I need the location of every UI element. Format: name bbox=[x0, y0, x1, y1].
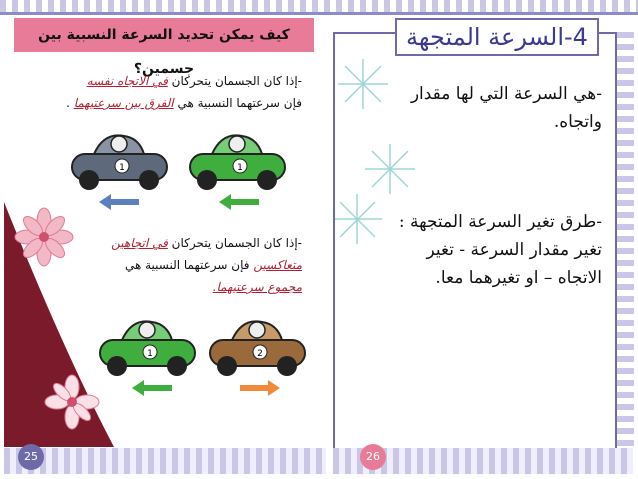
case2-paragraph bbox=[72, 232, 302, 298]
car-icon bbox=[202, 310, 312, 380]
case1-suffix: . bbox=[66, 96, 74, 110]
case2-emphasis-3: مجموع سرعتيهما. bbox=[212, 280, 302, 294]
car-number: 1 bbox=[119, 163, 125, 173]
definition-line-2: واتجاه. bbox=[553, 112, 602, 132]
car-icon bbox=[92, 310, 202, 380]
car-number: 2 bbox=[257, 349, 263, 359]
left-page-header: كيف يمكن تحديد السرعة النسبية بين جسمين؟ bbox=[14, 18, 314, 52]
right-page-title: 4-السرعة المتجهة bbox=[395, 18, 599, 56]
case2-text: -إذا كان الجسمان يتحركان bbox=[167, 236, 302, 250]
definition-line-1: -هي السرعة التي لها مقدار bbox=[410, 84, 602, 104]
top-decorative-strip bbox=[0, 0, 638, 12]
arrow-icon bbox=[99, 194, 139, 210]
definition-paragraph bbox=[362, 80, 602, 136]
flower-icon bbox=[44, 374, 100, 430]
case2-line2 bbox=[72, 254, 302, 276]
case2-emphasis: في اتجاهين bbox=[111, 236, 168, 250]
ways-line-1: -طرق تغير السرعة المتجهة : bbox=[398, 212, 602, 232]
case2-text-2: فإن سرعتهما النسبية هي bbox=[124, 258, 254, 272]
car-number: 1 bbox=[147, 349, 153, 359]
right-page-number: 26 bbox=[360, 444, 386, 470]
arrow-icon bbox=[240, 380, 280, 396]
car-icon bbox=[182, 124, 292, 194]
top-decorative-line bbox=[0, 12, 638, 15]
left-page bbox=[4, 52, 322, 447]
arrow-icon bbox=[219, 194, 259, 210]
case2-emphasis-2: متعاكسين bbox=[253, 258, 302, 272]
flower-icon bbox=[14, 207, 74, 267]
case1-emphasis: في الاتجاه نفسه bbox=[86, 74, 168, 88]
case1-text: -إذا كان الجسمان يتحركان bbox=[167, 74, 302, 88]
case1-line2 bbox=[22, 92, 302, 114]
ways-line-2: تغير مقدار السرعة - تغير bbox=[426, 240, 602, 260]
car-icon bbox=[64, 124, 174, 194]
case1-text-2: فإن سرعتهما النسبية هي bbox=[173, 96, 302, 110]
case1-emphasis-2: الفرق بين سرعتيهما bbox=[73, 96, 174, 110]
case2-line1 bbox=[72, 232, 302, 254]
ways-paragraph bbox=[362, 208, 602, 292]
car-number: 1 bbox=[237, 163, 243, 173]
left-bottom-strip bbox=[4, 448, 326, 474]
left-page-number: 25 bbox=[18, 444, 44, 470]
ways-line-3: الاتجاه – او تغيرهما معا. bbox=[435, 268, 602, 288]
case2-line3 bbox=[72, 276, 302, 298]
arrow-icon bbox=[132, 380, 172, 396]
right-decorative-bar bbox=[614, 32, 634, 452]
